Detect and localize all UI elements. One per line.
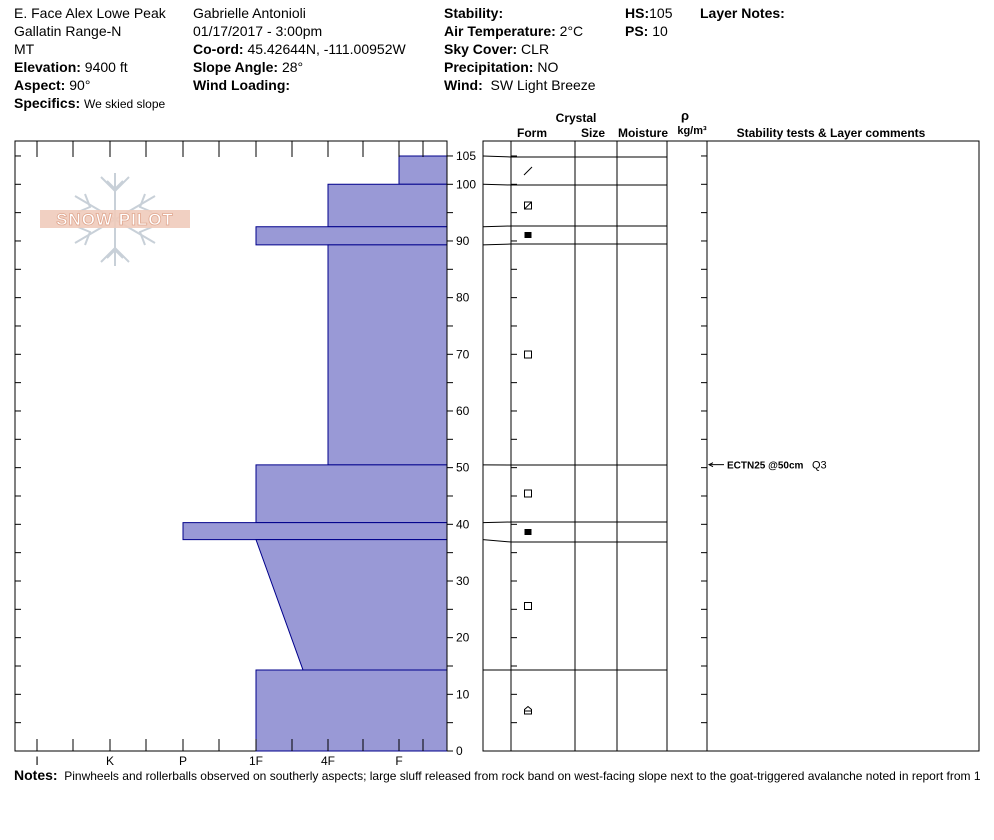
layer-table — [483, 108, 979, 751]
depth-label-100: 100 — [456, 177, 477, 192]
row-connector-5 — [483, 522, 511, 523]
hardness-layer-0 — [399, 156, 447, 184]
precip-label: Precipitation: — [444, 59, 534, 75]
air-temp-value: 2°C — [559, 23, 584, 39]
row-connector-3 — [483, 244, 511, 245]
form-icon-decomp — [525, 202, 532, 209]
hs-value: 105 — [649, 5, 673, 21]
stab-test-quality-0: Q3 — [812, 459, 827, 472]
ps-value: 10 — [652, 23, 668, 39]
crystal-header: Crystal — [555, 111, 597, 125]
observer-name: Gabrielle Antonioli — [193, 5, 306, 21]
moisture-header: Moisture — [617, 126, 669, 140]
aspect-value: 90° — [69, 77, 91, 93]
row-connector-2 — [483, 226, 511, 227]
hardness-label-2: P — [178, 754, 188, 768]
notes-row — [14, 767, 981, 783]
form-icon-precip — [524, 167, 532, 175]
elevation-value: 9400 ft — [84, 59, 128, 75]
depth-label-80: 80 — [456, 290, 470, 305]
depth-label-60: 60 — [456, 403, 470, 418]
hardness-layers — [183, 156, 447, 751]
form-icon-depth_hoar — [525, 707, 532, 715]
hardness-label-3: 1F — [248, 754, 264, 768]
coord-label: Co-ord: — [193, 41, 244, 57]
depth-label-20: 20 — [456, 630, 470, 645]
elevation-label: Elevation: — [14, 59, 81, 75]
depth-label-40: 40 — [456, 517, 470, 532]
snowpilot-logo — [40, 173, 190, 266]
sky-value: CLR — [521, 41, 550, 57]
hardness-layer-3 — [328, 245, 447, 465]
grain-form-icons — [524, 167, 532, 714]
hardness-label-0: I — [35, 754, 39, 768]
row-connector-6 — [483, 540, 511, 542]
depth-label-90: 90 — [456, 233, 470, 248]
sky-label: Sky Cover: — [444, 41, 518, 57]
table-depth-ticks — [511, 156, 707, 751]
precip-value: NO — [537, 59, 559, 75]
form-icon-crust — [525, 232, 532, 238]
depth-label-10: 10 — [456, 687, 470, 702]
slope-value: 28° — [281, 59, 304, 75]
top-ticks — [37, 141, 423, 157]
depth-label-70: 70 — [456, 347, 470, 362]
hardness-layer-1 — [328, 184, 447, 227]
logo-text: SNOW PILOT — [56, 210, 174, 229]
hardness-layer-5 — [183, 523, 447, 540]
hardness-label-1: K — [105, 754, 115, 768]
state-name: MT — [14, 41, 35, 57]
hardness-label-5: F — [395, 754, 403, 768]
layer-notes-label: Layer Notes: — [700, 5, 785, 21]
size-header: Size — [580, 126, 606, 140]
row-connector-1 — [483, 184, 511, 185]
depth-label-0: 0 — [456, 744, 463, 758]
coord-value: 45.42644N, -111.00952W — [247, 41, 406, 57]
observation-datetime: 01/17/2017 - 3:00pm — [193, 23, 323, 39]
hardness-layer-7 — [256, 670, 447, 751]
slope-label: Slope Angle: — [193, 59, 279, 75]
density-unit-header: kg/m³ — [677, 125, 707, 137]
air-temp-label: Air Temperature: — [444, 23, 556, 39]
aspect-label: Aspect: — [14, 77, 66, 93]
specifics-value: We skied slope — [84, 97, 166, 111]
notes-label: Notes: — [14, 767, 58, 783]
depth-label-50: 50 — [456, 460, 470, 475]
form-icon-facet — [525, 351, 532, 358]
hardness-layer-4 — [256, 465, 447, 523]
hardness-layer-6 — [256, 540, 447, 670]
hs-label: HS: — [625, 5, 650, 21]
form-icon-facet — [525, 490, 532, 497]
form-icon-facet — [525, 603, 532, 610]
depth-label-105: 105 — [456, 148, 477, 163]
depth-label-30: 30 — [456, 573, 470, 588]
wind-loading-label: Wind Loading: — [193, 77, 291, 93]
notes-text: Pinwheels and rollerballs observed on southerly aspects; large sluff released from rock band on west-facing slope next to the goat-triggered avalanche noted in report from 1 — [64, 769, 981, 783]
row-connector-0 — [483, 156, 511, 157]
wind-value: SW Light Breeze — [490, 77, 596, 93]
stability-tests — [709, 460, 827, 472]
specifics-label: Specifics: — [14, 95, 81, 111]
range-name: Gallatin Range-N — [14, 23, 122, 39]
rho-header: ρ — [680, 108, 690, 123]
location-name: E. Face Alex Lowe Peak — [14, 5, 166, 21]
stability-label: Stability: — [444, 5, 504, 21]
form-icon-crust — [525, 529, 532, 535]
ps-label: PS: — [625, 23, 649, 39]
stability-header: Stability tests & Layer comments — [736, 126, 926, 140]
hardness-layer-2 — [256, 227, 447, 245]
table-frame — [483, 141, 979, 751]
stab-test-text-0: ECTN25 @50cm — [727, 460, 804, 472]
wind-label: Wind: — [444, 77, 483, 93]
form-header: Form — [517, 126, 547, 140]
hardness-label-4: 4F — [320, 754, 336, 768]
